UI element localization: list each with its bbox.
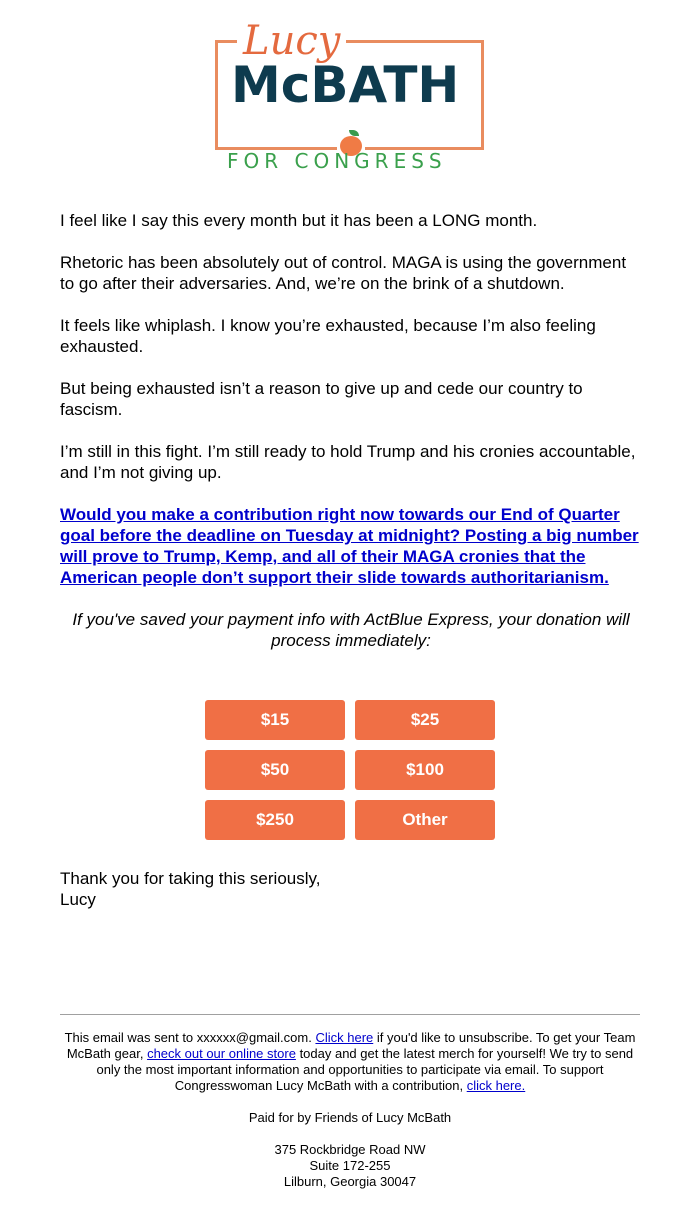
unsubscribe-link[interactable]: Click here [315, 1030, 374, 1045]
footer-disclaimer: This email was sent to xxxxxx@gmail.com. Click here if you'd like to unsubscribe. To get your Team McBath gear, check out our online store today and get the latest merch for yourself! We try to send only the most important information and opportunities to participate via email. To support Congresswoman Lucy McBath with a contribution, click here. [64, 1030, 636, 1093]
donate-25-button[interactable]: $25 [355, 700, 495, 740]
email-body [60, 210, 642, 672]
campaign-logo [213, 18, 488, 178]
signoff-line: Thank you for taking this seriously, [60, 869, 321, 888]
paragraph-5: I’m still in this fight. I’m still ready to hold Trump and his cronies accountable, and I’m not giving up. [60, 442, 636, 482]
actblue-express-note: If you've saved your payment info with ActBlue Express, your donation will process immediately: [72, 610, 630, 650]
donate-100-button[interactable]: $100 [355, 750, 495, 790]
paid-for-notice: Paid for by Friends of Lucy McBath [248, 1110, 452, 1125]
paragraph-3: It feels like whiplash. I know you’re exhausted, because I’m also feeling exhausted. [60, 316, 596, 356]
contribution-cta-link[interactable]: Would you make a contribution right now towards our End of Quarter goal before the deadline on Tuesday at midnight? Posting a big number will prove to Trump, Kemp, and all of their MAGA cronies that the American people don’t support their slide towards authoritarianism. [60, 505, 639, 587]
logo-tagline: FOR CONGRESS [227, 149, 447, 173]
logo-last-name: McBATH [231, 56, 460, 114]
logo-first-name: Lucy [237, 18, 346, 64]
online-store-link[interactable]: check out our online store [147, 1046, 296, 1061]
donate-50-button[interactable]: $50 [205, 750, 345, 790]
donate-250-button[interactable]: $250 [205, 800, 345, 840]
donate-other-button[interactable]: Other [355, 800, 495, 840]
footer-divider [60, 1014, 640, 1015]
signoff [60, 868, 320, 910]
paragraph-4: But being exhausted isn’t a reason to give up and cede our country to fascism. [60, 379, 583, 419]
contribute-link[interactable]: click here. [466, 1078, 526, 1093]
paragraph-2: Rhetoric has been absolutely out of control. MAGA is using the government to go after their adversaries. And, we’re on the brink of a shutdown. [60, 253, 627, 293]
paragraph-1: I feel like I say this every month but it has been a LONG month. [60, 211, 538, 230]
mailing-address: 375 Rockbridge Road NW Suite 172-255 Lilburn, Georgia 30047 [274, 1142, 426, 1189]
donate-15-button[interactable]: $15 [205, 700, 345, 740]
signoff-name: Lucy [60, 890, 96, 909]
email-footer [60, 1030, 640, 1190]
